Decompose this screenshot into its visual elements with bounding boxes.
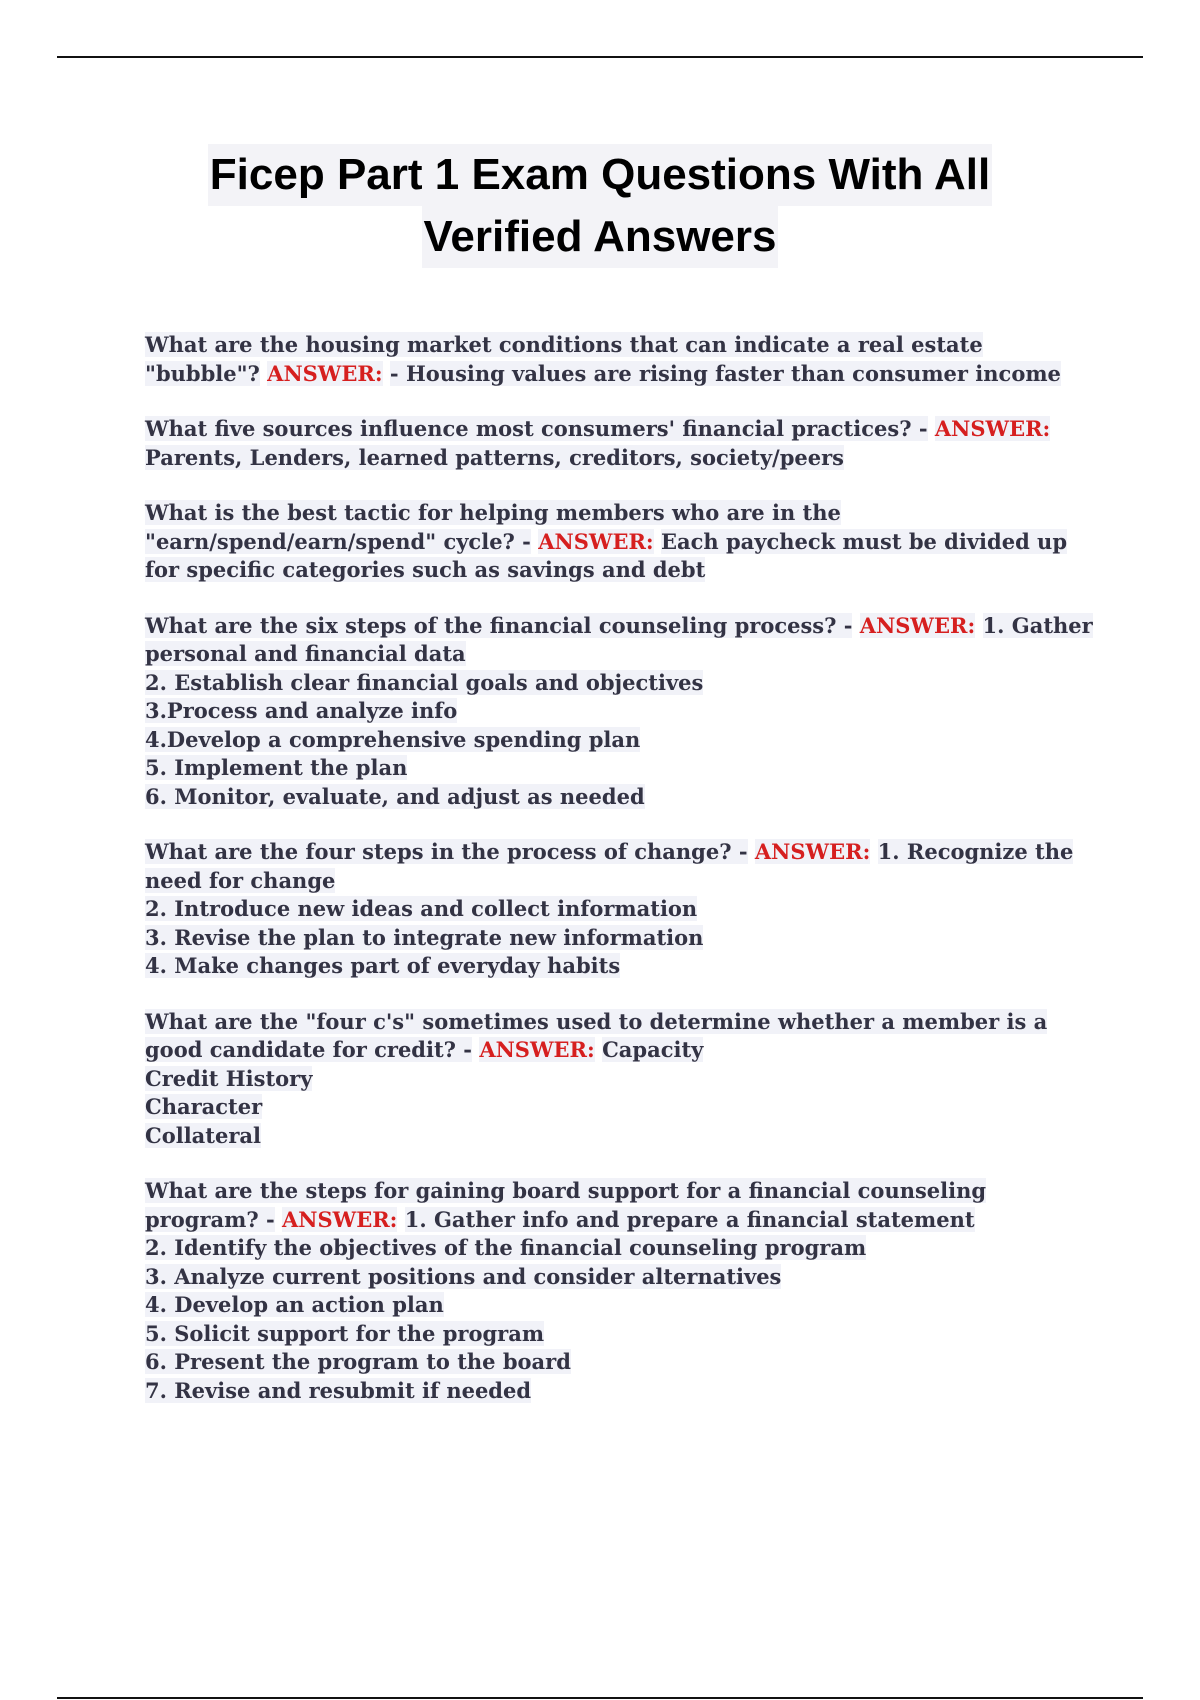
answer-line-text: 3.Process and analyze info [145, 698, 458, 723]
answer-line [145, 895, 1100, 924]
answer-text: Parents, Lenders, learned patterns, creditors, society/peers [145, 444, 844, 470]
qa-question-paragraph [145, 415, 1100, 472]
answer-line-text: 3. Analyze current positions and consider alternatives [145, 1263, 782, 1289]
answer-line [145, 783, 1100, 812]
answer-label: ANSWER: [934, 416, 1051, 441]
answer-label: ANSWER: [754, 839, 871, 864]
qa-item [145, 612, 1100, 812]
answer-label: ANSWER: [538, 528, 654, 554]
question-text: What are the "four c's" sometimes used to determine whether a member is a good candidate for credit? - [145, 1008, 1048, 1062]
answer-line-text: 2. Establish clear financial goals and objectives [145, 669, 704, 695]
answer-line-text: 4. Develop an action plan [145, 1292, 444, 1317]
answer-line [145, 1291, 1100, 1320]
qa-item [145, 331, 1100, 388]
answer-line-text: 5. Implement the plan [145, 755, 408, 780]
answer-line-text: Credit History [145, 1065, 313, 1091]
question-text: What are the housing market conditions that can indicate a real estate "bubble"? [145, 332, 983, 386]
answer-line [145, 1122, 1100, 1151]
qa-question-paragraph [145, 1008, 1100, 1065]
answer-line [145, 1234, 1100, 1263]
answer-line-text: 6. Monitor, evaluate, and adjust as needed [145, 783, 645, 809]
question-text: What five sources influence most consumers' financial practices? - [145, 416, 928, 441]
qa-list [145, 331, 1100, 1432]
question-text: What are the four steps in the process of change? - [145, 839, 748, 864]
answer-line-text: 2. Introduce new ideas and collect information [145, 896, 698, 921]
answer-text: Each paycheck must be divided up for specific categories such as savings and debt [145, 528, 1068, 582]
answer-line [145, 1348, 1100, 1377]
title-line-1: Ficep Part 1 Exam Questions With All [208, 144, 992, 206]
answer-text: 1. Gather personal and financial data [145, 612, 1093, 666]
answer-line [145, 697, 1100, 726]
qa-question-paragraph [145, 1177, 1100, 1234]
answer-label: ANSWER: [281, 1206, 398, 1232]
answer-line-text: 6. Present the program to the board [145, 1349, 571, 1374]
answer-line-text: 5. Solicit support for the program [145, 1320, 545, 1346]
answer-line [145, 726, 1100, 755]
answer-line [145, 669, 1100, 698]
document-title [0, 144, 1200, 268]
bottom-rule [57, 1697, 1143, 1699]
answer-text: 1. Gather info and prepare a financial statement [404, 1206, 975, 1232]
answer-line [145, 924, 1100, 953]
qa-item [145, 415, 1100, 472]
answer-label: ANSWER: [479, 1037, 595, 1062]
question-text: What are the steps for gaining board support for a financial counseling program? - [145, 1178, 987, 1232]
answer-text: Capacity [602, 1037, 704, 1062]
qa-question-paragraph [145, 838, 1100, 895]
title-line-2: Verified Answers [422, 206, 779, 268]
answer-line-text: 7. Revise and resubmit if needed [145, 1377, 532, 1403]
top-rule [57, 56, 1143, 58]
answer-line-text: 4.Develop a comprehensive spending plan [145, 726, 641, 752]
answer-line-text: 3. Revise the plan to integrate new information [145, 924, 704, 950]
answer-line [145, 1263, 1100, 1292]
answer-line [145, 754, 1100, 783]
answer-text: 1. Recognize the need for change [145, 839, 1074, 893]
qa-question-paragraph [145, 499, 1100, 585]
answer-text: - Housing values are rising faster than consumer income [389, 360, 1061, 386]
answer-line-text: 4. Make changes part of everyday habits [145, 953, 621, 978]
qa-question-paragraph [145, 612, 1100, 669]
qa-item [145, 499, 1100, 585]
qa-item [145, 1177, 1100, 1405]
answer-label: ANSWER: [859, 612, 976, 638]
answer-line [145, 952, 1100, 981]
question-text: What is the best tactic for helping members who are in the "earn/spend/earn/spend" cycle? - [145, 500, 841, 554]
question-text: What are the six steps of the financial counseling process? - [145, 612, 853, 638]
answer-line-text: Collateral [145, 1122, 261, 1148]
qa-item [145, 1008, 1100, 1151]
answer-line [145, 1093, 1100, 1122]
answer-line [145, 1377, 1100, 1406]
answer-line [145, 1065, 1100, 1094]
answer-line [145, 1320, 1100, 1349]
qa-item [145, 838, 1100, 981]
answer-line-text: 2. Identify the objectives of the financial counseling program [145, 1235, 867, 1260]
answer-line-text: Character [145, 1094, 263, 1119]
answer-label: ANSWER: [267, 360, 383, 386]
qa-question-paragraph [145, 331, 1100, 388]
